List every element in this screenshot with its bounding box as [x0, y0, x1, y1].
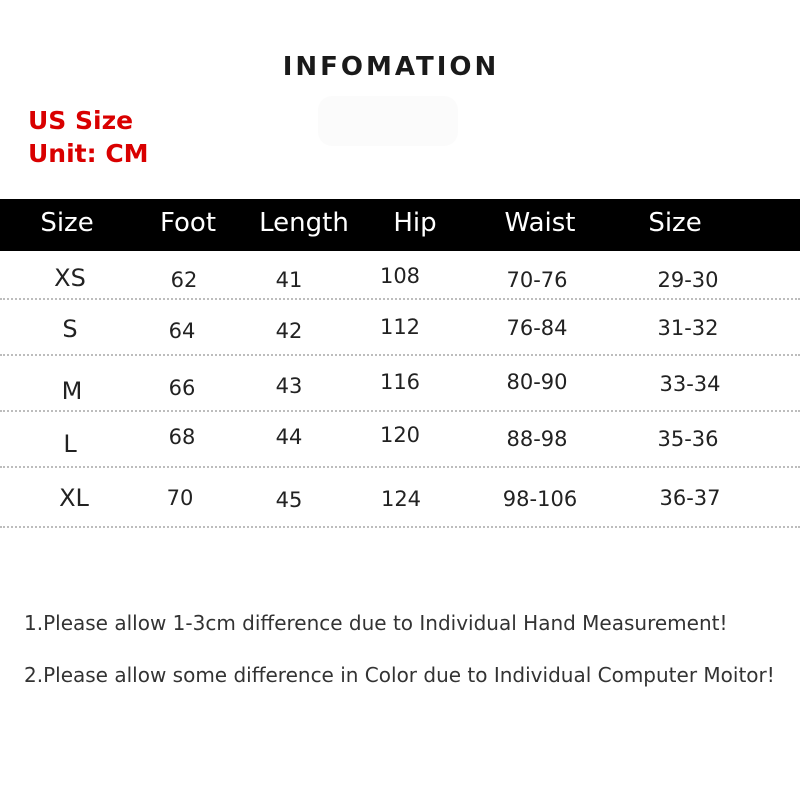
row-separator: [0, 354, 800, 356]
cell-waist: 98-106: [502, 487, 578, 511]
cell-hip: 108: [379, 264, 421, 288]
header-size-us: Size: [648, 208, 702, 238]
table-header: [0, 199, 800, 251]
cell-size: XL: [59, 484, 89, 512]
cell-hip: 124: [380, 487, 422, 511]
row-separator: [0, 466, 800, 468]
page-title: INFOMATION: [282, 52, 500, 82]
us-size-label: US Size: [28, 106, 134, 135]
header-length: Length: [259, 208, 349, 238]
cell-hip: 116: [379, 370, 421, 394]
cell-foot: 64: [168, 319, 196, 343]
row-separator: [0, 410, 800, 412]
cell-length: 42: [275, 319, 303, 343]
table-row-xl: [0, 474, 800, 530]
header-size: Size: [40, 208, 94, 238]
background-highlight: [318, 96, 458, 146]
cell-hip: 120: [379, 423, 421, 447]
cell-us-size: 36-37: [659, 486, 721, 510]
cell-length: 41: [275, 268, 303, 292]
unit-label: Unit: CM: [28, 139, 149, 168]
cell-us-size: 29-30: [657, 268, 719, 292]
note-color: 2.Please allow some difference in Color due to Individual Computer Moitor!: [24, 663, 775, 687]
cell-length: 44: [275, 425, 303, 449]
table-row-s: [0, 303, 800, 359]
cell-foot: 68: [168, 425, 196, 449]
cell-size: M: [61, 377, 83, 405]
header-waist: Waist: [504, 208, 576, 238]
cell-length: 43: [275, 374, 303, 398]
cell-foot: 70: [166, 486, 194, 510]
header-hip: Hip: [393, 208, 437, 238]
cell-size: S: [62, 315, 78, 343]
cell-length: 45: [275, 488, 303, 512]
header-foot: Foot: [159, 208, 217, 238]
cell-foot: 66: [168, 376, 196, 400]
note-measurement: 1.Please allow 1-3cm difference due to Individual Hand Measurement!: [24, 611, 728, 635]
cell-size: XS: [54, 264, 86, 292]
cell-waist: 70-76: [506, 268, 568, 292]
cell-waist: 88-98: [506, 427, 568, 451]
table-row-l: [0, 413, 800, 469]
cell-waist: 76-84: [506, 316, 568, 340]
cell-hip: 112: [379, 315, 421, 339]
cell-us-size: 33-34: [659, 372, 721, 396]
cell-us-size: 35-36: [657, 427, 719, 451]
cell-foot: 62: [170, 268, 198, 292]
cell-size: L: [63, 430, 77, 458]
row-separator: [0, 298, 800, 300]
table-row-m: [0, 360, 800, 416]
row-separator: [0, 526, 800, 528]
cell-waist: 80-90: [506, 370, 568, 394]
cell-us-size: 31-32: [657, 316, 719, 340]
